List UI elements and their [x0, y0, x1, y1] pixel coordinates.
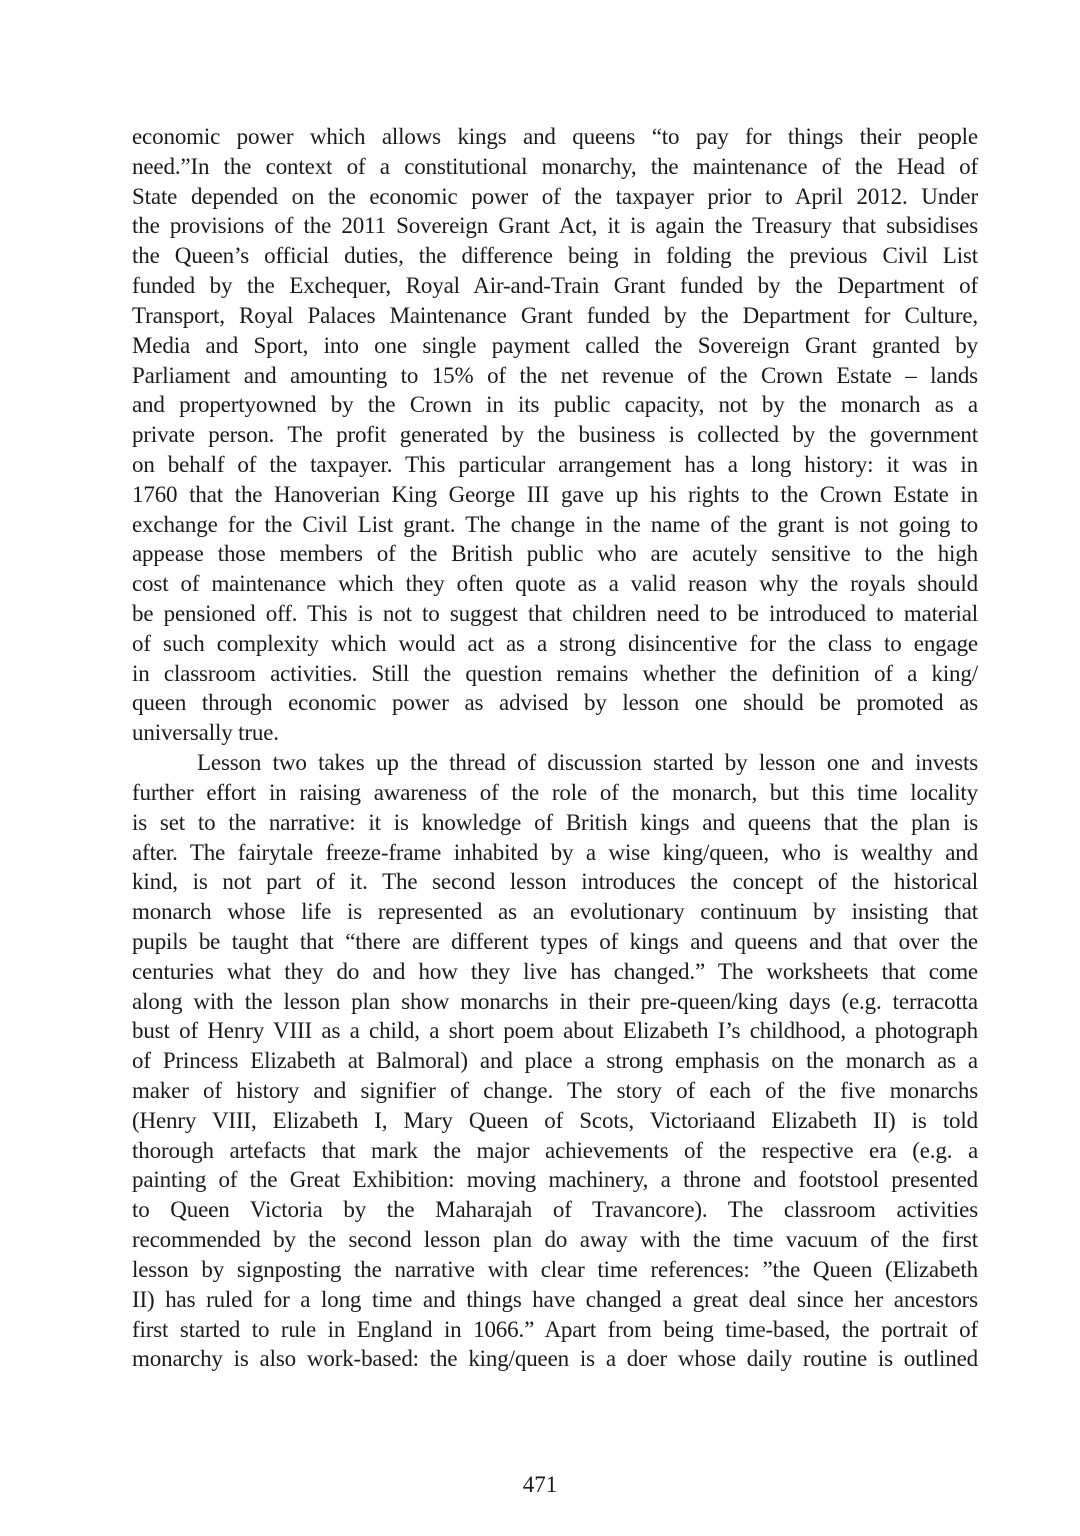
text-line: be pensioned off. This is not to suggest that children need to be introduced to material [132, 601, 978, 626]
text-line: first started to rule in England in 1066.” Apart from being time-based, the portrait of [132, 1316, 978, 1342]
paragraph-1 [132, 122, 978, 748]
text-line: the provisions of the 2011 Sovereign Grant Act, it is again the Treasury that subsidises [132, 213, 978, 239]
text-line: economic power which allows kings and queens “to pay for things their people [132, 124, 978, 149]
text-line: State depended on the economic power of the taxpayer prior to April 2012. Under [132, 183, 978, 209]
text-line: further effort in raising awareness of the role of the monarch, but this time locality [132, 779, 978, 805]
text-line: monarchy is also work-based: the king/queen is a doer whose daily routine is outlined [132, 1346, 978, 1372]
text-line: private person. The profit generated by the business is collected by the government [132, 422, 978, 448]
text-line: cost of maintenance which they often quote as a valid reason why the royals should [132, 571, 978, 597]
text-line: (Henry VIII, Elizabeth I, Mary Queen of Scots, Victoriaand Elizabeth II) is told [132, 1107, 978, 1133]
text-line: pupils be taught that “there are different types of kings and queens and that over the [132, 928, 978, 954]
text-line: thorough artefacts that mark the major achievements of the respective era (e.g. a [132, 1137, 978, 1163]
text-line: maker of history and signifier of change. The story of each of the five monarchs [132, 1078, 978, 1103]
text-line: to Queen Victoria by the Maharajah of Travancore). The classroom activities [132, 1197, 978, 1223]
text-line: appease those members of the British public who are acutely sensitive to the high [132, 541, 978, 567]
text-line: recommended by the second lesson plan do away with the time vacuum of the first [132, 1227, 978, 1253]
text-line: of such complexity which would act as a strong disincentive for the class to engage [132, 630, 978, 656]
text-line: along with the lesson plan show monarchs in their pre-queen/king days (e.g. terracotta [132, 988, 978, 1014]
text-line: of Princess Elizabeth at Balmoral) and place a strong emphasis on the monarch as a [132, 1048, 978, 1074]
text-line: after. The fairytale freeze-frame inhabited by a wise king/queen, who is wealthy and [132, 839, 978, 865]
text-line: and propertyowned by the Crown in its public capacity, not by the monarch as a [132, 392, 978, 418]
page-number: 471 [522, 1472, 558, 1497]
text-line: queen through economic power as advised by lesson one should be promoted as [132, 690, 978, 716]
text-line: exchange for the Civil List grant. The change in the name of the grant is not going to [132, 511, 978, 537]
text-line: the Queen’s official duties, the difference being in folding the previous Civil List [132, 243, 978, 269]
text-line: II) has ruled for a long time and things have changed a great deal since her ancestors [132, 1286, 978, 1312]
text-line: bust of Henry VIII as a child, a short poem about Elizabeth I’s childhood, a photograph [132, 1018, 978, 1044]
text-line: Lesson two takes up the thread of discussion started by lesson one and invests [197, 750, 978, 776]
text-line: monarch whose life is represented as an evolutionary continuum by insisting that [132, 899, 978, 925]
text-line: universally true. [132, 720, 279, 746]
text-line: funded by the Exchequer, Royal Air-and-Train Grant funded by the Department of [132, 273, 978, 299]
text-line: lesson by signposting the narrative with clear time references: ”the Queen (Elizabeth [132, 1256, 978, 1282]
text-line: on behalf of the taxpayer. This particular arrangement has a long history: it was in [132, 451, 978, 477]
text-line: Transport, Royal Palaces Maintenance Grant funded by the Department for Culture, [132, 302, 978, 328]
text-line: painting of the Great Exhibition: moving machinery, a throne and footstool presented [132, 1167, 978, 1193]
document-body [132, 122, 978, 1374]
text-line: Parliament and amounting to 15% of the net revenue of the Crown Estate – lands [132, 362, 978, 388]
text-line: Media and Sport, into one single payment called the Sovereign Grant granted by [132, 332, 978, 358]
text-line: need.”In the context of a constitutional monarchy, the maintenance of the Head of [132, 153, 978, 179]
text-line: in classroom activities. Still the question remains whether the definition of a king/ [132, 660, 978, 686]
text-line: kind, is not part of it. The second lesson introduces the concept of the historical [132, 869, 978, 895]
text-line: 1760 that the Hanoverian King George III gave up his rights to the Crown Estate in [132, 481, 978, 507]
paragraph-2 [132, 748, 978, 1374]
text-line: centuries what they do and how they live has changed.” The worksheets that come [132, 958, 978, 984]
text-line: is set to the narrative: it is knowledge of British kings and queens that the plan is [132, 809, 978, 835]
